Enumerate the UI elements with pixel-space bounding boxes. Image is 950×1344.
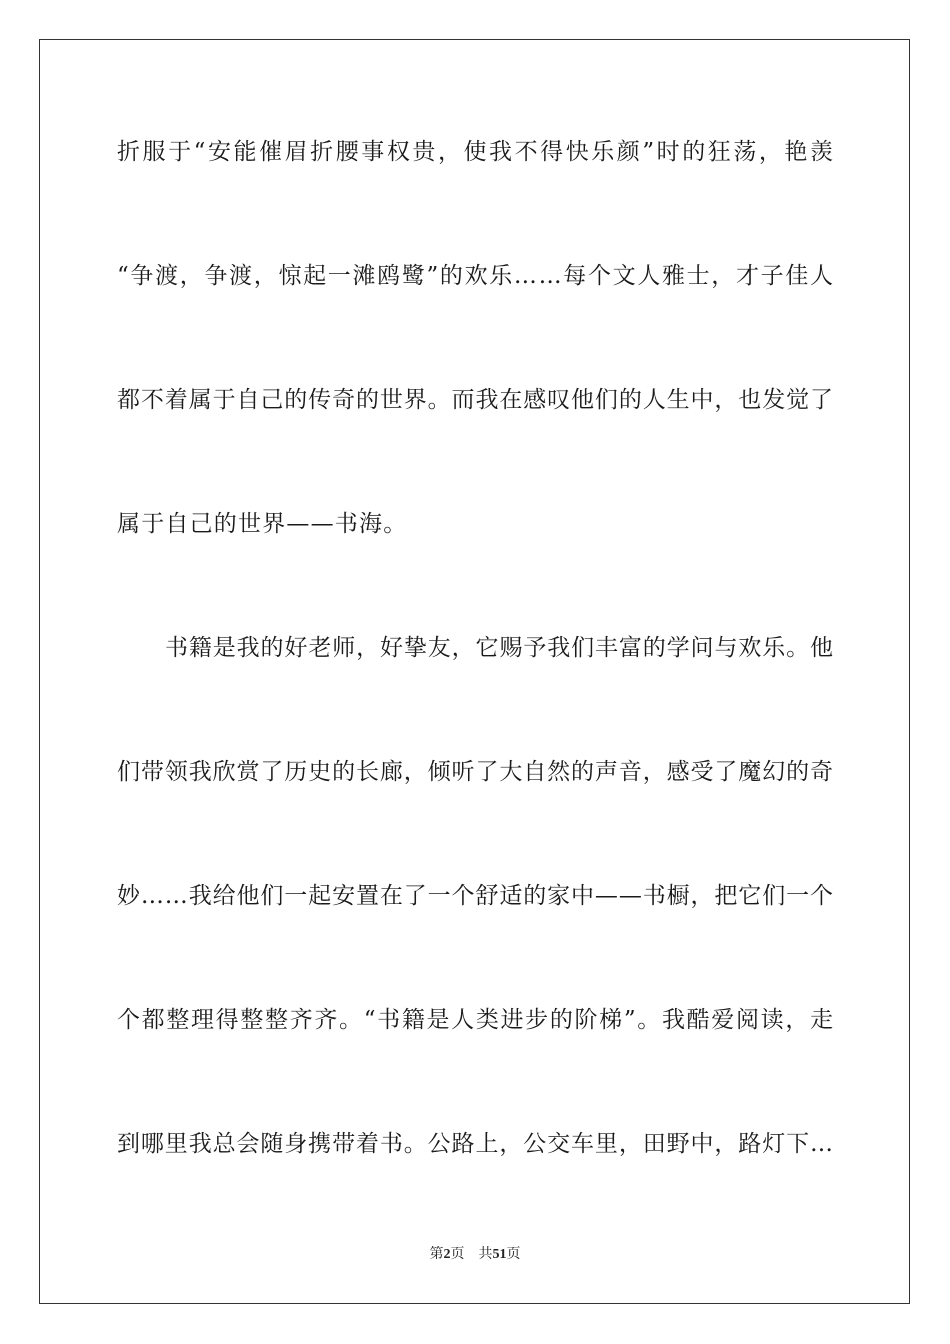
text-line-7: 妙……我给他们一起安置在了一个舒适的家中——书橱，把它们一个 [117, 883, 834, 909]
page-number: 2 [443, 1247, 451, 1262]
page-suffix: 页 [450, 1247, 465, 1262]
text-line-6: 们带领我欣赏了历史的长廊，倾听了大自然的声音，感受了魔幻的奇 [117, 759, 834, 785]
text-line-4: 属于自己的世界——书海。 [117, 511, 408, 537]
text-line-1: 折服于“安能催眉折腰事权贵，使我不得快乐颜”时的狂荡，艳羡 [117, 139, 836, 165]
text-line-3: 都不着属于自己的传奇的世界。而我在感叹他们的人生中，也发觉了 [117, 387, 834, 413]
total-prefix: 共 [478, 1247, 493, 1262]
page-footer [0, 1246, 950, 1264]
text-line-9: 到哪里我总会随身携带着书。公路上，公交车里，田野中，路灯下… [117, 1131, 834, 1157]
total-suffix: 页 [506, 1247, 521, 1262]
page-border [39, 39, 910, 1304]
text-line-5-paragraph-start: 书籍是我的好老师，好挚友，它赐予我们丰富的学问与欢乐。他 [165, 635, 834, 661]
page-prefix: 第 [429, 1247, 444, 1262]
text-line-2: “争渡，争渡，惊起一滩鸥鹭”的欢乐……每个文人雅士，才子佳人 [117, 263, 835, 289]
text-line-8: 个都整理得整整齐齐。“书籍是人类进步的阶梯”。我酷爱阅读，走 [117, 1007, 835, 1033]
total-pages: 51 [492, 1247, 507, 1262]
